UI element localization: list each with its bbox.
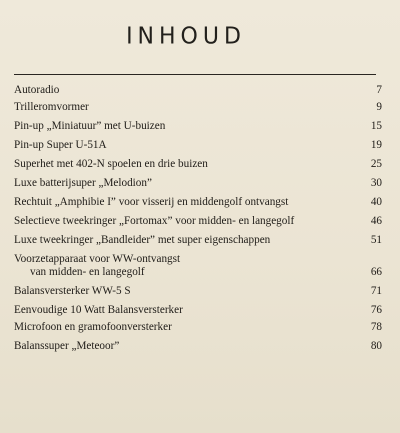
toc-entry — [14, 139, 386, 152]
toc-entry-title — [14, 177, 344, 190]
toc-entry-line: Microfoon en gramofoonversterker — [14, 321, 172, 333]
toc-entry-title — [14, 253, 344, 279]
toc-entry-page-number: 40 — [370, 196, 382, 208]
toc-entry — [14, 120, 386, 133]
toc-entry — [14, 177, 386, 190]
toc-entry-page-number: 80 — [370, 340, 382, 352]
toc-entry-page-number: 46 — [370, 215, 382, 227]
toc-entry — [14, 158, 386, 171]
toc-entry-page-number: 25 — [370, 158, 382, 170]
toc-entry — [14, 84, 386, 97]
page-title: INHOUD — [126, 23, 246, 50]
toc-entry-page-number: 66 — [370, 266, 382, 278]
toc-entry-line: Superhet met 402-N spoelen en drie buizen — [14, 158, 208, 170]
toc-entry — [14, 196, 386, 209]
toc-entry-title — [14, 285, 344, 298]
title-divider — [14, 74, 376, 75]
toc-entry-page-number: 7 — [376, 84, 382, 96]
toc-entry-page-number: 71 — [370, 285, 382, 297]
toc-entry-page-number: 30 — [370, 177, 382, 189]
toc-entry-page-number: 9 — [376, 101, 382, 113]
toc-entry-line: Pin-up „Miniatuur” met U-buizen — [14, 120, 166, 132]
toc-entry — [14, 340, 386, 353]
toc-entry-title — [14, 215, 344, 228]
toc-entry-page-number: 76 — [370, 304, 382, 316]
toc-entry-title — [14, 304, 344, 317]
table-of-contents — [14, 84, 386, 359]
toc-entry-line: Trilleromvormer — [14, 101, 89, 113]
toc-entry-line: Eenvoudige 10 Watt Balansversterker — [14, 304, 183, 316]
toc-entry-line: Voorzetapparaat voor WW-ontvangst — [14, 253, 181, 265]
toc-entry-title — [14, 120, 344, 133]
toc-entry-title — [14, 321, 344, 334]
toc-entry-page-number: 15 — [370, 120, 382, 132]
toc-entry — [14, 285, 386, 298]
toc-entry-line: Luxe batterijsuper „Melodion” — [14, 177, 152, 189]
toc-entry-line: Selectieve tweekringer „Fortomax” voor midden- en langegolf — [14, 215, 295, 227]
toc-entry-title — [14, 340, 344, 353]
toc-entry-title — [14, 196, 344, 209]
toc-entry-line: Balansversterker WW-5 S — [14, 285, 131, 297]
toc-entry-line: Pin-up Super U-51A — [14, 139, 107, 151]
toc-entry-title — [14, 84, 344, 97]
toc-entry-title — [14, 101, 344, 114]
toc-entry-line: van midden- en langegolf — [30, 266, 145, 278]
toc-entry-title — [14, 139, 344, 152]
toc-entry — [14, 215, 386, 228]
toc-entry-line: Rechtuit „Amphibie I” voor visserij en middengolf ontvangst — [14, 196, 289, 208]
toc-entry-title — [14, 158, 344, 171]
toc-entry — [14, 101, 386, 114]
toc-entry — [14, 234, 386, 247]
toc-entry-line: Autoradio — [14, 84, 60, 96]
toc-entry — [14, 321, 386, 334]
toc-entry-page-number: 78 — [370, 321, 382, 333]
toc-entry-line: Balanssuper „Meteoor” — [14, 340, 120, 352]
toc-entry-page-number: 19 — [370, 139, 382, 151]
toc-entry-page-number: 51 — [370, 234, 382, 246]
toc-entry — [14, 253, 386, 279]
toc-entry-title — [14, 234, 344, 247]
toc-entry — [14, 304, 386, 317]
toc-entry-line: Luxe tweekringer „Bandleider” met super eigenschappen — [14, 234, 271, 246]
